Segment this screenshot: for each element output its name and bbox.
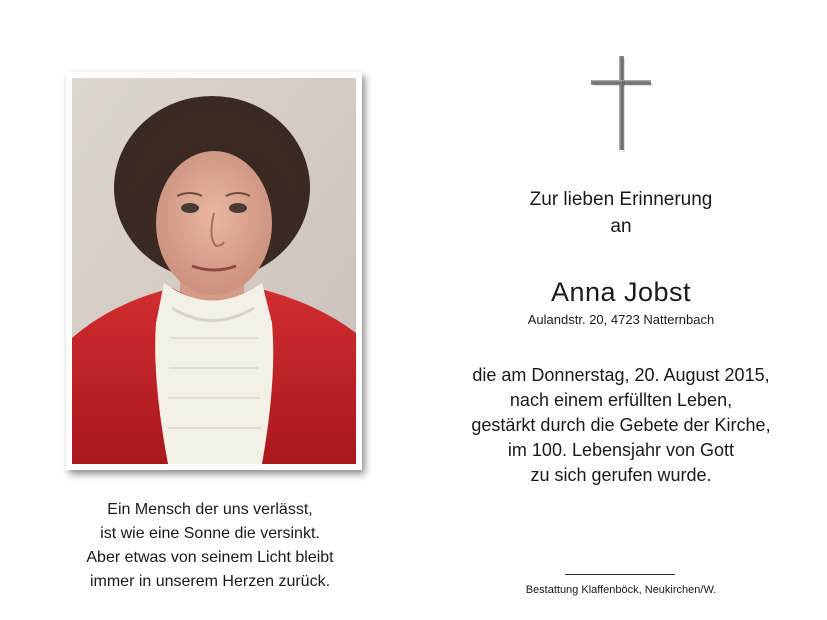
deceased-name: Anna Jobst <box>550 277 692 307</box>
cross-icon <box>589 54 653 152</box>
portrait-photo <box>72 78 356 464</box>
memorial-message <box>436 363 806 488</box>
message-line: im 100. Lebensjahr von Gott <box>507 440 735 460</box>
memorial-poem <box>40 498 380 594</box>
memorial-heading <box>436 186 806 240</box>
message-line: nach einem erfüllten Leben, <box>509 390 733 410</box>
poem-line: Ein Mensch der uns verlässt, <box>107 501 313 518</box>
message-line: zu sich gerufen wurde. <box>530 465 712 485</box>
poem-line: immer in unserem Herzen zurück. <box>89 573 331 590</box>
message-line: die am Donnerstag, 20. August 2015, <box>472 365 770 385</box>
portrait-photo-frame <box>66 72 362 470</box>
deceased-address: Aulandstr. 20, 4723 Natternbach <box>527 312 715 327</box>
heading-line: an <box>610 216 632 237</box>
poem-line: ist wie eine Sonne die versinkt. <box>100 525 320 542</box>
footer-divider <box>565 574 675 575</box>
heading-line: Zur lieben Erinnerung <box>529 189 713 210</box>
poem-line: Aber etwas von seinem Licht bleibt <box>86 549 334 566</box>
funeral-home-label: Bestattung Klaffenböck, Neukirchen/W. <box>525 584 717 596</box>
message-line: gestärkt durch die Gebete der Kirche, <box>471 415 771 435</box>
